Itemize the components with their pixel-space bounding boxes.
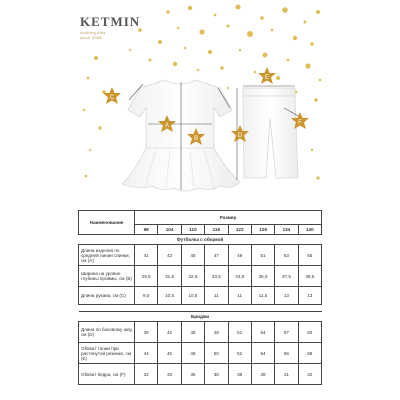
cell: 42 xyxy=(158,322,181,343)
cell: 11 xyxy=(205,287,228,305)
size-140: 140 xyxy=(298,225,321,235)
cell: 29,5 xyxy=(135,266,158,287)
cell: 10,5 xyxy=(181,287,204,305)
cell: 53 xyxy=(275,245,298,266)
cell: 43 xyxy=(158,245,181,266)
size-128: 128 xyxy=(251,225,274,235)
cell: 41 xyxy=(275,364,298,385)
cell: 49 xyxy=(228,245,251,266)
cell: 39,5 xyxy=(298,266,321,287)
row-label: Обхват бедра, см (F) xyxy=(79,364,135,385)
marker-c-star-icon xyxy=(103,87,121,104)
section-title: Футболка с оборкой xyxy=(79,235,322,245)
cell: 32 xyxy=(135,364,158,385)
cell: 48 xyxy=(205,322,228,343)
cell: 50 xyxy=(205,343,228,364)
row-label: Длина изделия по средней линии спинки, см (A) xyxy=(79,245,135,266)
cell: 58 xyxy=(298,343,321,364)
section-header-shorts xyxy=(79,312,322,322)
cell: 41 xyxy=(135,245,158,266)
cell: 33,5 xyxy=(205,266,228,287)
cell: 44 xyxy=(135,343,158,364)
cell: 51 xyxy=(251,245,274,266)
logo-since: since 2008 xyxy=(80,36,102,40)
size-104: 104 xyxy=(158,225,181,235)
size-122: 122 xyxy=(228,225,251,235)
size-column-header: Размер xyxy=(135,211,322,225)
section-title: Бриджи xyxy=(79,312,322,322)
size-110: 110 xyxy=(181,225,204,235)
marker-b-label: B xyxy=(193,136,199,142)
logo-tagline: clothing kids xyxy=(80,31,106,35)
cell: 54 xyxy=(251,343,274,364)
cell: 10,5 xyxy=(158,287,181,305)
table-row xyxy=(79,364,322,385)
cell: 57 xyxy=(275,322,298,343)
cell: 32,5 xyxy=(181,266,204,287)
table-row xyxy=(79,245,322,266)
cell: 11 xyxy=(228,287,251,305)
marker-e-star-icon xyxy=(258,67,276,84)
cell: 48 xyxy=(181,343,204,364)
table-row xyxy=(79,266,322,287)
cell: 38 xyxy=(228,364,251,385)
row-label: Ширина на уровне глубины проймы, см (B) xyxy=(79,266,135,287)
row-label: Длина по боковому шву, см (D) xyxy=(79,322,135,343)
cell: 33 xyxy=(158,364,181,385)
cell: 39 xyxy=(135,322,158,343)
marker-d-label: D xyxy=(237,133,243,139)
name-column-header: Наименование xyxy=(79,211,135,235)
cell: 51 xyxy=(228,322,251,343)
table-spacer xyxy=(79,305,322,312)
marker-a-label: A xyxy=(164,123,170,129)
size-table xyxy=(78,210,322,385)
cell: 52 xyxy=(228,343,251,364)
table-row xyxy=(79,287,322,305)
marker-e-label: E xyxy=(264,75,270,81)
table-row xyxy=(79,343,322,364)
cell: 60 xyxy=(298,322,321,343)
cell: 54 xyxy=(251,322,274,343)
cell: 35 xyxy=(181,364,204,385)
marker-f-label: F xyxy=(298,120,302,126)
cell: 56 xyxy=(275,343,298,364)
cell: 46 xyxy=(158,343,181,364)
logo-text: KETMIN xyxy=(80,14,141,29)
cell: 31,5 xyxy=(158,266,181,287)
cell: 47 xyxy=(205,245,228,266)
cell: 42 xyxy=(298,364,321,385)
table-header-row xyxy=(79,211,322,225)
table-row xyxy=(79,322,322,343)
tshirt-drawing xyxy=(122,80,240,191)
size-98: 98 xyxy=(135,225,158,235)
cell: 35,5 xyxy=(251,266,274,287)
cell: 13 xyxy=(275,287,298,305)
cell: 9,5 xyxy=(135,287,158,305)
marker-c-label: C xyxy=(109,95,115,101)
size-134: 134 xyxy=(275,225,298,235)
cell: 39 xyxy=(251,364,274,385)
cell: 34,5 xyxy=(228,266,251,287)
size-116: 116 xyxy=(205,225,228,235)
section-header-tshirt xyxy=(79,235,322,245)
cell: 45 xyxy=(181,322,204,343)
cell: 45 xyxy=(181,245,204,266)
row-label: Обхват талии при растянутой резинке, см (E) xyxy=(79,343,135,364)
cell: 11,5 xyxy=(251,287,274,305)
row-label: Длина рукава, см (C) xyxy=(79,287,135,305)
cell: 55 xyxy=(298,245,321,266)
cell: 13 xyxy=(298,287,321,305)
cell: 36 xyxy=(205,364,228,385)
cell: 37,5 xyxy=(275,266,298,287)
